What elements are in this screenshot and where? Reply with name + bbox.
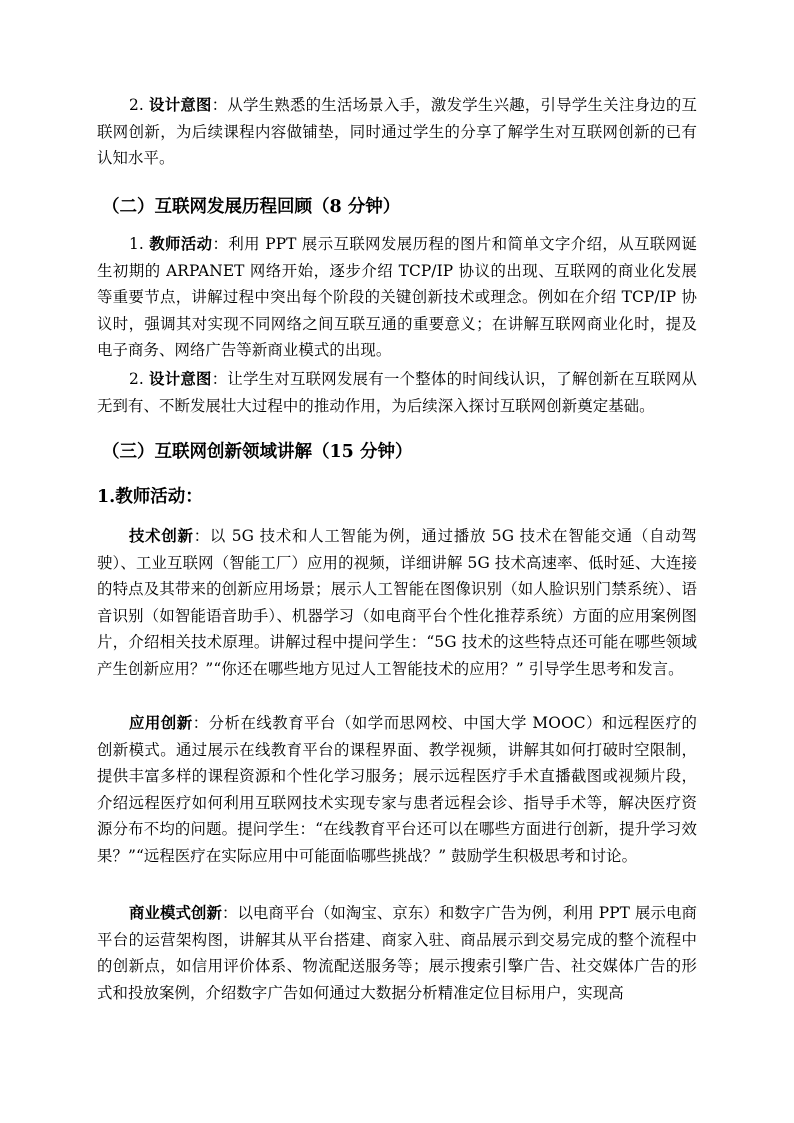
design-intent-label: 设计意图 <box>149 96 212 114</box>
item-number: 1. <box>129 235 150 253</box>
paragraph-text: ：利用 PPT 展示互联网发展历程的图片和简单文字介绍，从互联网诞生初期的 ARPANET 网络开始，逐步介绍 TCP/IP 协议的出现、互联网的商业化发展等重要节点，讲解过程中突出每个阶段的关键创新技术或理念。例如在介绍 TCP/IP 协议时，强调其对实现不同网络之间互联互通的重要意义；在讲解互联网商业化时，提及电子商务、网络广告等新商业模式的出现。 <box>97 235 698 359</box>
paragraph-text: ：分析在线教育平台（如学而思网校、中国大学 MOOC）和远程医疗的创新模式。通过展示在线教育平台的课程界面、教学视频，讲解其如何打破时空限制，提供丰富多样的课程资源和个性化学习服务；展示远程医疗手术直播截图或视频片段，介绍远程医疗如何利用互联网技术实现专家与患者远程会诊、指导手术等，解决医疗资源分布不均的问题。提问学生：“在线教育平台还可以在哪些方面进行创新，提升学习效果？”“远程医疗在实际应用中可能面临哪些挑战？” 鼓励学生积极思考和讨论。 <box>97 714 698 865</box>
paragraph-text: ：以 5G 技术和人工智能为例，通过播放 5G 技术在智能交通（自动驾驶）、工业互联网（智能工厂）应用的视频，详细讲解 5G 技术高速率、低时延、大连接的特点及其带来的创新应用场景；展示人工智能在图像识别（如人脸识别门禁系统）、语音识别（如智能语音助手）、机器学习（如电商平台个性化推荐系统）方面的应用案例图片，介绍相关技术原理。讲解过程中提问学生：“5G 技术的这些特点还可能在哪些领域产生创新应用？”“你还在哪些地方见过人工智能技术的应用？” 引导学生思考和发言。 <box>97 527 697 678</box>
teacher-activity-paragraph-2 <box>97 231 697 364</box>
teacher-activity-label: 教师活动 <box>149 235 213 253</box>
app-innovation-paragraph <box>97 710 697 869</box>
business-model-innovation-paragraph <box>97 900 697 1006</box>
design-intent-paragraph-2 <box>97 366 697 419</box>
paragraph-text: ：从学生熟悉的生活场景入手，激发学生兴趣，引导学生关注身边的互联网创新，为后续课程内容做铺垫，同时通过学生的分享了解学生对互联网创新的已有认知水平。 <box>97 96 697 167</box>
design-intent-paragraph-1 <box>97 92 697 172</box>
app-innovation-label: 应用创新 <box>129 714 193 732</box>
section-heading-history: （二）互联网发展历程回顾（8 分钟） <box>102 197 401 217</box>
paragraph-text: ：让学生对互联网发展有一个整体的时间线认识，了解创新在互联网从无到有、不断发展壮大过程中的推动作用，为后续深入探讨互联网创新奠定基础。 <box>97 370 697 415</box>
item-number: 2. <box>129 370 150 388</box>
paragraph-text: ：以电商平台（如淘宝、京东）和数字广告为例，利用 PPT 展示电商平台的运营架构图，讲解其从平台搭建、商家入驻、商品展示到交易完成的整个流程中的创新点，如信用评价体系、物流配送服务等；展示搜索引擎广告、社交媒体广告的形式和投放案例，介绍数字广告如何通过大数据分析精准定位目标用户，实现高 <box>97 904 697 1002</box>
tech-innovation-label: 技术创新 <box>129 527 194 545</box>
teacher-activity-subheading: 1.教师活动： <box>97 487 203 507</box>
business-model-innovation-label: 商业模式创新 <box>129 904 222 922</box>
design-intent-label: 设计意图 <box>149 370 212 388</box>
item-number: 2. <box>129 96 150 114</box>
tech-innovation-paragraph <box>97 523 697 682</box>
section-heading-innovation-areas: （三）互联网创新领域讲解（15 分钟） <box>102 442 413 462</box>
